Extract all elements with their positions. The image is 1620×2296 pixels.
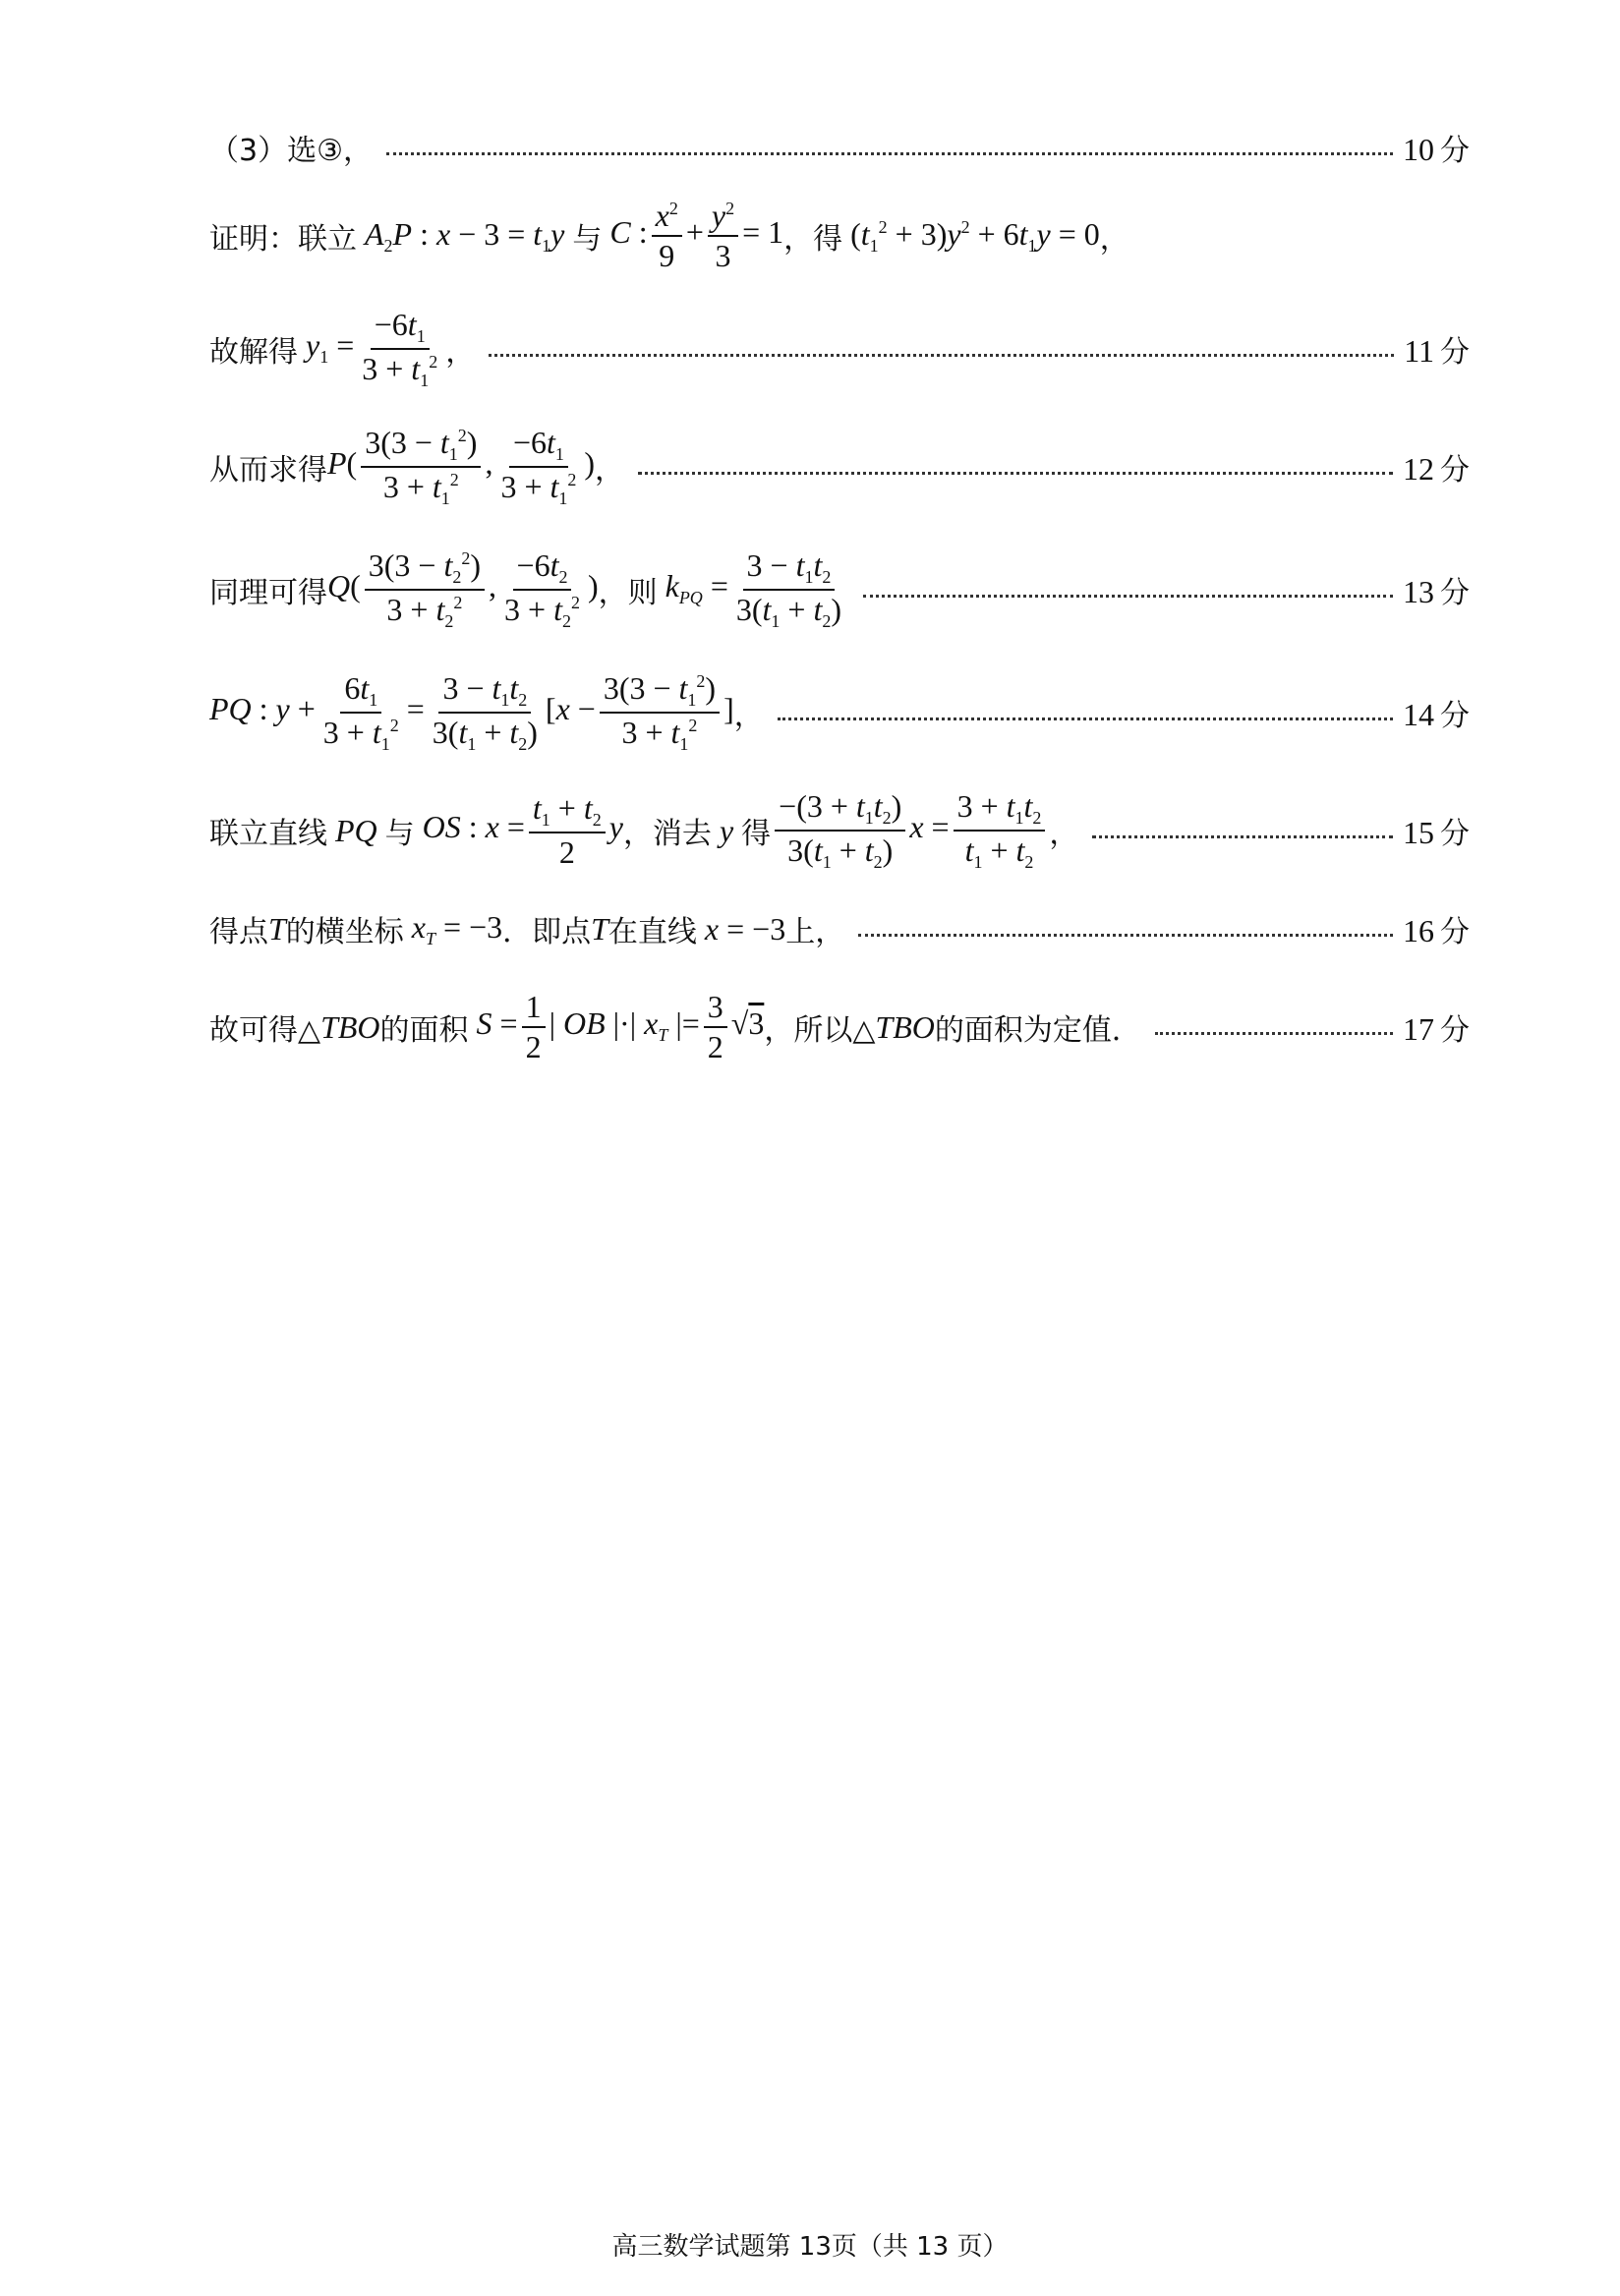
formula-line-x-neg3: x = −3 bbox=[704, 910, 786, 947]
row-score-15: 联立直线 PQ 与 OS : x = $\frac{t_1 + t_2}{2}$ y ，消去 y 得 $\frac{-(3 + t_1t_2)}{3(t_1 + t_2)}$ x = $\frac{3 + t_1t_2}{t_1 + t_2}$ ， 15 分 bbox=[209, 788, 1470, 872]
row-score-14: PQ : y + $\frac{6t_1}{3 + t_1^2}$ = $\frac{3 - t_1t_2}{3(t_1 + t_2)}$ [x − $\frac{3(3 - t_1^2)}{3 + t_1^2}$ ] ， 14 分 bbox=[209, 670, 1470, 754]
row-proof: 证明：联立 $A_2P$ : $x - 3 = t_1y$ 与 C : $\frac{x^2}{9}$ + $\frac{y^2}{3}$ = 1 ，得 $(t_1^2 + 3)y^2 + 6t_1y = 0$ ， bbox=[209, 198, 1129, 273]
row11-label: 故解得 bbox=[209, 335, 298, 370]
row17-label: 故可得△ bbox=[209, 1013, 321, 1048]
score-10: 10 分 bbox=[1403, 132, 1470, 168]
formula-y1: $y_1$ = $\frac{-6t_1}{3 + t_1^2}$ bbox=[306, 307, 438, 390]
formula-line-pq: PQ : y + $\frac{6t_1}{3 + t_1^2}$ = $\frac{3 - t_1t_2}{3(t_1 + t_2)}$ [x − $\frac{3(3 - t_1^2)}{3 + t_1^2}$ ] bbox=[209, 670, 734, 754]
formula-eliminate-y: $\frac{-(3 + t_1t_2)}{3(t_1 + t_2)}$ x = $\frac{3 + t_1t_2}{t_1 + t_2}$ bbox=[771, 788, 1049, 872]
score-16: 16 分 bbox=[1403, 913, 1470, 949]
leader-dots bbox=[638, 472, 1393, 475]
leader-dots bbox=[489, 354, 1394, 357]
row-score-17: 故可得△ TBO 的面积 S = $\frac{1}{2}$ | OB |·| $x_T$ |= $\frac{3}{2}$ √3 ，所以△ TBO 的面积为定值． 17 分 bbox=[209, 989, 1470, 1064]
row-score-11: 故解得 $y_1$ = $\frac{-6t_1}{3 + t_1^2}$ ， 11 分 bbox=[209, 307, 1470, 390]
formula-area: S = $\frac{1}{2}$ | OB |·| $x_T$ |= $\frac{3}{2}$ √3 bbox=[476, 989, 765, 1064]
formula-line-a2p: $A_2P$ : $x - 3 = t_1y$ bbox=[365, 215, 565, 256]
part-label: （3）选③， bbox=[209, 134, 373, 168]
row-score-13: 同理可得 Q( $\frac{3(3 - t_2^2)}{3 + t_2^2}$ , $\frac{-6t_2}{3 + t_2^2}$ ) ，则 $k_{PQ}$ = $\frac{3 - t_1t_2}{3(t_1 + t_2)}$ 13 分 bbox=[209, 547, 1470, 631]
formula-point-p: P( $\frac{3(3 - t_1^2)}{3 + t_1^2}$ , $\frac{-6t_1}{3 + t_1^2}$ ) bbox=[327, 425, 596, 508]
row12-label: 从而求得 bbox=[209, 453, 327, 488]
leader-dots bbox=[1092, 835, 1393, 838]
leader-dots bbox=[778, 718, 1393, 720]
score-15: 15 分 bbox=[1403, 815, 1470, 851]
formula-point-q: Q( $\frac{3(3 - t_2^2)}{3 + t_2^2}$ , $\frac{-6t_2}{3 + t_2^2}$ ) bbox=[327, 547, 599, 631]
formula-quadratic: $(t_1^2 + 3)y^2 + 6t_1y = 0$ bbox=[850, 215, 1100, 256]
leader-dots bbox=[1155, 1032, 1393, 1035]
row16-label: 得点 bbox=[209, 915, 268, 949]
proof-label: 证明：联立 bbox=[209, 222, 357, 257]
row15-label: 联立直线 bbox=[209, 817, 327, 851]
row-score-16: 得点 T 的横坐标 $x_T = -3$ ．即点 T 在直线 x = −3 上， 16 分 bbox=[209, 908, 1470, 949]
page-footer: 高三数学试题第 13页（共 13 页） bbox=[611, 2232, 1009, 2262]
score-17: 17 分 bbox=[1403, 1011, 1470, 1048]
row-score-12: 从而求得 P( $\frac{3(3 - t_1^2)}{3 + t_1^2}$ , $\frac{-6t_1}{3 + t_1^2}$ ) ， 12 分 bbox=[209, 425, 1470, 508]
formula-line-os: OS : x = $\frac{t_1 + t_2}{2}$ y bbox=[422, 790, 623, 870]
score-11: 11 分 bbox=[1404, 333, 1470, 370]
leader-dots bbox=[863, 595, 1393, 598]
score-13: 13 分 bbox=[1403, 574, 1470, 610]
score-14: 14 分 bbox=[1403, 697, 1470, 733]
formula-slope-pq: $k_{PQ}$ = $\frac{3 - t_1t_2}{3(t_1 + t_2)}$ bbox=[665, 547, 841, 631]
row-score-10 bbox=[209, 118, 1470, 177]
score-12: 12 分 bbox=[1403, 451, 1470, 488]
row13-label: 同理可得 bbox=[209, 576, 327, 610]
formula-ellipse: C : $\frac{x^2}{9}$ + $\frac{y^2}{3}$ = 1 bbox=[609, 198, 784, 273]
formula-xt: $x_T = -3$ bbox=[411, 908, 503, 948]
leader-dots bbox=[858, 934, 1393, 937]
leader-dots bbox=[386, 152, 1393, 155]
